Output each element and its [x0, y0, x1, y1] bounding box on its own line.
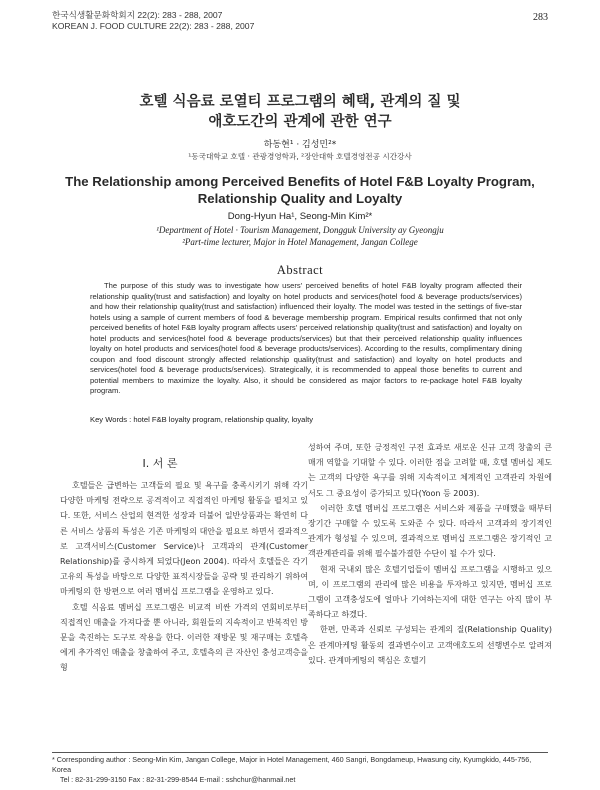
keywords: Key Words : hotel F&B loyalty program, relationship quality, loyalty [90, 415, 313, 424]
section-heading: Ⅰ. 서 론 [142, 457, 178, 470]
abstract-heading: Abstract [276, 263, 324, 277]
korean-title-line1: 호텔 식음료 로열티 프로그램의 혜택, 관계의 질 및 [139, 94, 461, 110]
english-title-line1: The Relationship among Perceived Benefits of Hotel F&B Loyalty Program, [65, 174, 535, 189]
footnote-divider [52, 752, 548, 753]
body-paragraph: 성하여 주며, 또한 긍정적인 구전 효과로 새로운 신규 고객 창출의 큰 매개 역할을 기대할 수 있다. 이러한 점을 고려할 때, 호텔 멤버십 제도는 고객의 다양한 욕구를 위해 지속적이고 체계적인 고객관리 차원에서도 그 중요성이 증가되고 있다(Yoon 등 2003). [308, 443, 552, 498]
journal-header [52, 10, 254, 32]
body-right-column [308, 440, 552, 668]
korean-authors: 하동현¹ · 김성민²* [263, 140, 337, 150]
abstract-text: The purpose of this study was to investigate how users' perceived benefits of hotel F&B loyalty program affected their relationship quality(trust and satisfaction) and loyalty on hotel products and services(hotel food & beverage products/services) and how their relationship quality(trust and satisfaction) influenced their loyalty. The model was tested in the settings of five-star hotels using a sample of current members of food & beverage membership program. Empirical results confirmed that not only perceived benefits of hotel F&B loyalty program affects users' perceived relationship quality(trust and satisfaction) and loyalty on hotel products and services(hotel food & beverage products/services) but that their perceived relationship quality influences loyalty on hotel products and services(hotel food & beverage products/services). According to the results, complimentary dining coupon and food discount strongly affected relationship quality(trust and satisfaction) and loyalty on hotel products and services(hotel food & beverage products/services). Strategically, it is recommended to appeal those benefits to current and potential members to maximize the loyalty. Also, it should be considered as major factors to re-package hotel F&B loyalty program. [90, 281, 522, 395]
english-affiliation-2: ²Part-time lecturer, Major in Hotel Management, Jangan College [182, 236, 418, 247]
korean-title [0, 92, 600, 132]
corresponding-author-footnote [52, 755, 552, 785]
korean-affiliation: ¹동국대학교 호텔 · 관광경영학과, ²장안대학 호텔경영전공 시간강사 [188, 152, 412, 161]
body-paragraph: 이러한 호텔 멤버십 프로그램은 서비스와 제품을 구매했을 때부터 장기간 구매할 수 있도록 도와준 수 있다. 따라서 고객과의 장기적인 관계가 형성될 수 있으며, 결과적으로 멤버십 프로그램은 장기적인 고객관계관리를 위해 필수불가결한 수단이 될 수가 있다. [308, 503, 552, 559]
body-paragraph: 호텔 식음료 멤버십 프로그램은 비교적 비싼 가격의 연회비로부터 직접적인 매출을 가져다줄 뿐 아니라, 회원들의 지속적이고 반복적인 방문을 촉진하는 도구로 작용을 한다. 이러한 재방문 및 재구매는 호텔측에게 추가적인 매출을 창출하여 주고, 호텔측의 큰 자산인 충성고객층을 형 [60, 602, 308, 673]
korean-title-line2: 애호도간의 관계에 관한 연구 [208, 114, 392, 130]
body-left-column [60, 478, 308, 676]
footnote-contact: Tel : 82-31-299-3150 Fax : 82-31-299-8544 E-mail : sshchur@hanmail.net [60, 775, 296, 784]
english-title-line2: Relationship Quality and Loyalty [197, 191, 403, 206]
body-paragraph: 한편, 만족과 신뢰로 구성되는 관계의 질(Relationship Quality)은 관계마케팅 활동의 결과변수이고 고객애호도의 선행변수로 알려져 있다. 관계마케팅의 핵심은 호텔기 [308, 625, 552, 665]
body-paragraph: 호텔들은 급변하는 고객들의 필요 및 욕구를 충족시키기 위해 각기 다양한 마케팅 전략으로 공격적이고 직접적인 마케팅 활동을 펼치고 있다. 또한, 서비스 산업의 현격한 성장과 더불어 일반상품과는 확연히 다른 서비스 상품의 특성은 기존 마케팅의 대안을 필요로 하면서 결과적으로 고객서비스(Customer Service)나 고객과의 관계(Customer Relationship)를 중시하게 되었다(Jeon 2004). 따라서 호텔들은 각기 고유의 특성을 바탕으로 다양한 표적시장들을 공략 및 관리하기 위하여 마케팅의 한 방편으로 여러 멤버십 프로그램을 운영하고 있다. [60, 481, 308, 597]
journal-citation-korean: 한국식생활문화학회지 22(2): 283 - 288, 2007 [52, 10, 223, 20]
page-number: 283 [533, 12, 548, 23]
english-authors: Dong-Hyun Ha¹, Seong-Min Kim²* [227, 211, 373, 222]
journal-citation-english: KOREAN J. FOOD CULTURE 22(2): 283 - 288, 2007 [52, 21, 255, 31]
english-affiliations [0, 225, 600, 248]
body-paragraph: 현재 국내외 많은 호텔기업들이 멤버십 프로그램을 시행하고 있으며, 이 프로그램의 관리에 많은 비용을 투자하고 있지만, 멤버십 프로그램이 고객충성도에 얼마나 기여하는지에 대한 연구는 아직 많이 부족하다고 하겠다. [308, 564, 552, 620]
english-affiliation-1: ¹Department of Hotel · Tourism Management, Dongguk University ay Gyeongju [156, 225, 444, 235]
english-title [0, 173, 600, 207]
footnote-address: * Corresponding author : Seong-Min Kim, Jangan College, Major in Hotel Management, 460 Sangri, Bongdameup, Hwasung city, Kyumgkido, 445-756, Korea [52, 755, 532, 774]
